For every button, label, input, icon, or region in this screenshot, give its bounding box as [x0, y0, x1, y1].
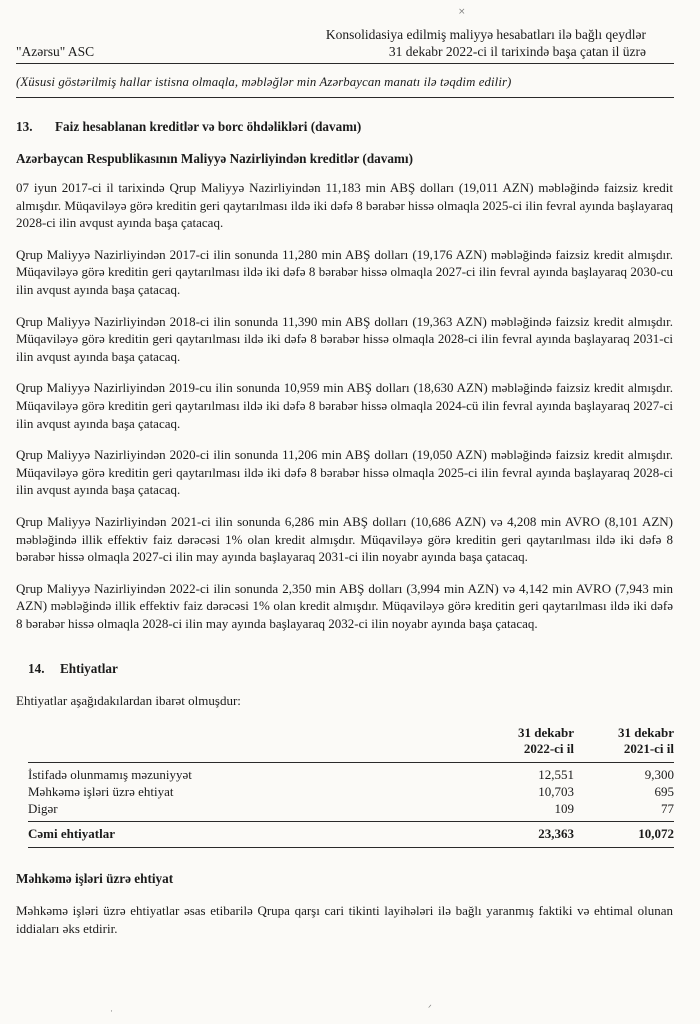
provisions-table: [28, 725, 674, 848]
section-14-number: 14.: [28, 661, 45, 677]
company-name: "Azərsu" ASC: [16, 44, 95, 59]
row-value-2022: 12,551: [538, 767, 574, 783]
loan-paragraph: Qrup Maliyyə Nazirliyindən 2019-cu ilin sonunda 10,959 min ABŞ dolları (18,630 AZN) məbləğində faizsiz kredit almışdır. Müqaviləyə görə kreditin geri qaytarılması ildə iki dəfə 8 bərabər hissə olmaqla 2024-cü ilin fevral ayında başlayaraq 2027-ci ilin avqust ayında başa çatacaq.: [16, 380, 673, 431]
loan-paragraph: 07 iyun 2017-ci il tarixində Qrup Maliyyə Nazirliyindən 11,183 min ABŞ dolları (19,011 AZN) məbləğində faizsiz kredit almışdır. Müqaviləyə görə kreditin geri qaytarılması ildə iki dəfə 8 bərabər hissə olmaqla 2025-ci ilin fevral ayında başlayaraq 2028-ci ilin avqust ayında başa çatacaq.: [16, 180, 674, 231]
table-body: [28, 763, 674, 822]
column-header-2021: 31 dekabr 2021-ci il: [618, 725, 674, 757]
measurement-note: (Xüsusi göstərilmiş hallar istisna olmaqla, məbləğlər min Azərbaycan manatı ilə təqdim edilir): [16, 75, 674, 98]
row-label: Digər: [28, 801, 58, 817]
row-label: Məhkəmə işləri üzrə ehtiyat: [28, 784, 174, 800]
court-cases-paragraph: Məhkəmə işləri üzrə ehtiyatlar əsas etibarilə Qrupa qarşı cari tikinti layihələri ilə bağlı yaranmış faktiki və ehtimal olunan iddiaları əks etdirir.: [16, 903, 673, 936]
report-period: 31 dekabr 2022-ci il tarixində başa çatan il üzrə: [388, 44, 646, 59]
row-label: İstifadə olunmamış məzuniyyət: [28, 767, 192, 783]
scan-artifact: ·: [110, 1006, 113, 1016]
total-value-2021: 10,072: [638, 826, 674, 842]
section-13-number: 13.: [16, 119, 33, 134]
section-13-heading: [16, 119, 674, 135]
table-row: [28, 800, 674, 817]
loan-paragraph: Qrup Maliyyə Nazirliyindən 2021-ci ilin sonunda 6,286 min ABŞ dolları (10,686 AZN) və 4,208 min AVRO (8,101 AZN) məbləğində illik effektiv faiz dərəcəsi 1% olan kredit almışdır. Müqaviləyə görə kreditin geri qaytarılması ildə iki dəfə 8 bərabər hissə olmaqla 2027-ci ilin may ayında başlayaraq 2031-ci ilin noyabr ayında başa çatacaq.: [16, 513, 673, 565]
court-cases-heading: Məhkəmə işləri üzrə ehtiyat: [16, 871, 174, 887]
total-value-2022: 23,363: [538, 826, 574, 842]
row-value-2021: 695: [654, 784, 674, 800]
row-value-2022: 109: [554, 801, 574, 817]
provisions-intro: Ehtiyatlar aşağıdakılardan ibarət olmuşdur:: [16, 693, 241, 709]
row-value-2022: 10,703: [538, 784, 574, 800]
loan-paragraph: Qrup Maliyyə Nazirliyindən 2017-ci ilin sonunda 11,280 min ABŞ dolları (19,176 AZN) məbləğində faizsiz kredit almışdır. Müqaviləyə görə kreditin geri qaytarılması ildə iki dəfə 8 bərabər hissə olmaqla 2027-ci ilin fevral ayında başlayaraq 2030-cu ilin avqust ayında başa çatacaq.: [16, 246, 673, 297]
scan-artifact: ⨯: [458, 6, 466, 16]
loan-paragraph: Qrup Maliyyə Nazirliyindən 2018-ci ilin sonunda 11,390 min ABŞ dolları (19,363 AZN) məbləğində faizsiz kredit almışdır. Müqaviləyə görə kreditin geri qaytarılması ildə iki dəfə 8 bərabər hissə olmaqla 2028-ci ilin fevral ayında başlayaraq 2031-ci ilin avqust ayında başa çatacaq.: [16, 313, 673, 364]
table-header-row: [28, 725, 674, 763]
loan-paragraph: Qrup Maliyyə Nazirliyindən 2020-ci ilin sonunda 11,206 min ABŞ dolları (19,050 AZN) məbləğində faizsiz kredit almışdır. Müqaviləyə görə kreditin geri qaytarılması ildə iki dəfə 8 bərabər hissə olmaqla 2025-ci ilin fevral ayında başlayaraq 2028-ci ilin avqust ayında başa çatacaq.: [16, 447, 673, 498]
report-title: Konsolidasiya edilmiş maliyyə hesabatları ilə bağlı qeydlər: [325, 27, 646, 42]
total-label: Cəmi ehtiyatlar: [28, 826, 116, 842]
page-header: [16, 26, 674, 64]
scan-artifact: ᐟ: [428, 1003, 432, 1013]
column-header-2022: 31 dekabr 2022-ci il: [518, 725, 574, 757]
row-value-2021: 77: [661, 801, 674, 817]
report-title-block: [16, 26, 674, 60]
section-13-title: Faiz hesablanan kreditlər və borc öhdəlikləri (davamı): [55, 119, 362, 134]
section-13-subtitle: Azərbaycan Respublikasının Maliyyə Nazirliyindən kreditlər (davamı): [16, 151, 413, 166]
loan-paragraph: Qrup Maliyyə Nazirliyindən 2022-ci ilin sonunda 2,350 min ABŞ dolları (3,994 min AZN) və 4,142 min AVRO (7,943 min AZN) məbləğində illik effektiv faiz dərəcəsi 1% olan kredit almışdır. Müqaviləyə görə kreditin geri qaytarılması ildə iki dəfə 8 bərabər hissə olmaqla 2028-ci ilin may ayında başlayaraq 2032-ci ilin noyabr ayında başa çatacaq.: [16, 580, 673, 631]
section-14-title: Ehtiyatlar: [60, 661, 118, 677]
row-value-2021: 9,300: [644, 767, 674, 783]
table-row: [28, 783, 674, 800]
section-14-heading: [16, 661, 674, 677]
table-total-row: [28, 822, 674, 848]
table-row: [28, 766, 674, 783]
